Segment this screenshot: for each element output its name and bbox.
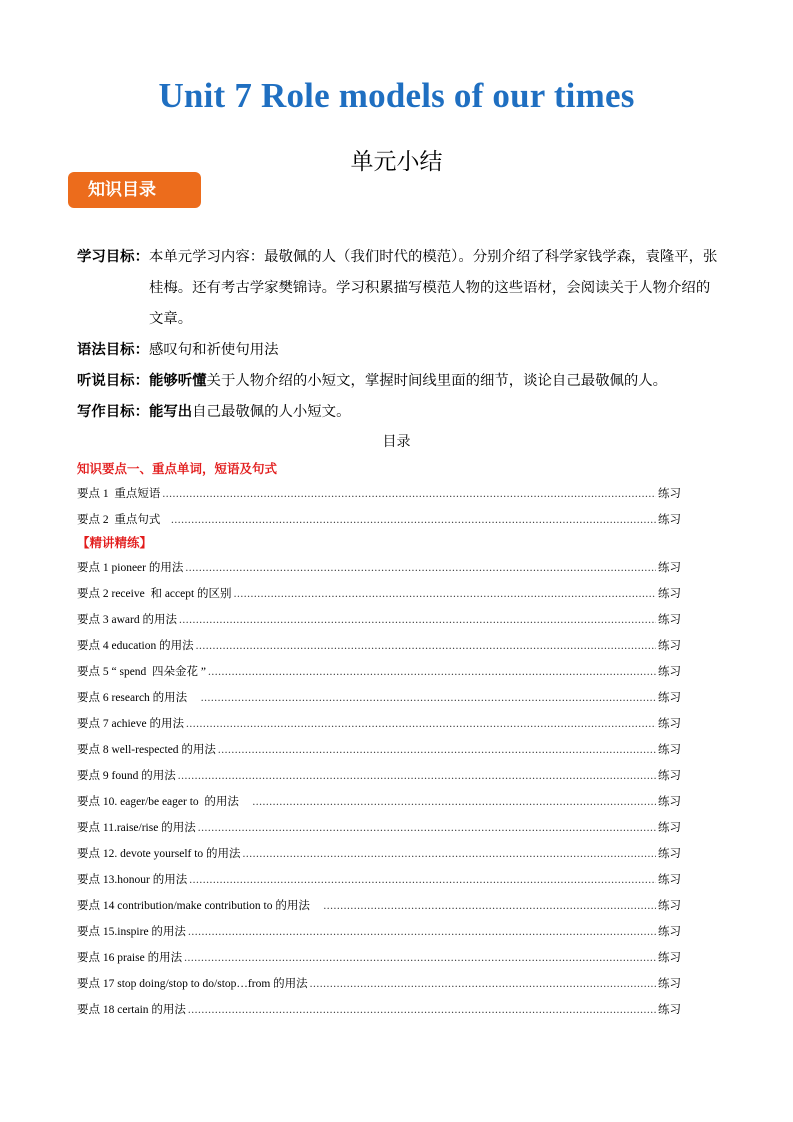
toc-leader-dots: [243, 841, 656, 867]
toc-entry-page: 练习: [658, 872, 681, 886]
toc-entry-page: 练习: [658, 976, 681, 990]
toc-section-heading[interactable]: 【精讲精练】: [77, 535, 153, 550]
toc-entry[interactable]: [77, 788, 681, 814]
toc-leader-dots: [188, 919, 656, 945]
toc-entry-label: 要点 5 “ spend 四朵金花 ”: [77, 666, 207, 678]
toc-leader-dots: [234, 581, 656, 607]
toc-entry-label: 要点 1 pioneer 的用法: [77, 562, 184, 574]
unit-subtitle: 单元小结: [350, 149, 443, 175]
toc-entry-label: 要点 6 research 的用法: [77, 692, 199, 704]
goal-text: 关于人物介绍的小短文，掌握时间线里面的细节，谈论自己最敬佩的人。: [206, 373, 668, 389]
goal-study: [77, 242, 722, 335]
goal-writing: [77, 397, 722, 428]
goal-text-wrap: [149, 366, 722, 397]
toc-entry[interactable]: [77, 762, 681, 788]
toc-entry-label: 要点 1 重点短语: [77, 488, 161, 500]
toc-entry[interactable]: [77, 710, 681, 736]
goal-label: 学习目标：: [77, 249, 149, 265]
toc-entry[interactable]: [77, 658, 681, 684]
toc-entry[interactable]: [77, 606, 681, 632]
learning-goals: [77, 242, 722, 428]
toc-entry-page: 练习: [658, 586, 681, 600]
toc-entry-label: 要点 18 certain 的用法: [77, 1004, 186, 1016]
toc-entry[interactable]: [77, 944, 681, 970]
toc-leader-dots: [171, 507, 656, 533]
unit-title: Unit 7 Role models of our times: [158, 76, 635, 115]
toc-entry-page: 练习: [658, 486, 681, 500]
goal-text-wrap: [149, 397, 722, 428]
toc-entry-label: 要点 12. devote yourself to 的用法: [77, 848, 241, 860]
toc-entry-page: 练习: [658, 1002, 681, 1016]
toc-entry-label: 要点 2 receive 和 accept 的区别: [77, 588, 232, 600]
toc-section-2-list: [77, 554, 681, 1022]
toc-leader-dots: [184, 945, 656, 971]
goal-strong: 能写出: [148, 404, 193, 420]
toc-entry[interactable]: [77, 866, 681, 892]
toc-entry-page: 练习: [658, 612, 681, 626]
goal-text: 自己最敬佩的人小短文。: [192, 404, 351, 420]
goal-grammar: [77, 335, 722, 366]
toc-leader-dots: [252, 789, 656, 815]
toc-leader-dots: [208, 659, 656, 685]
toc-entry-page: 练习: [658, 690, 681, 704]
toc-entry[interactable]: [77, 892, 681, 918]
toc-entry-label: 要点 7 achieve 的用法: [77, 718, 184, 730]
toc-entry-page: 练习: [658, 512, 681, 526]
toc-leader-dots: [323, 893, 656, 919]
toc-leader-dots: [185, 555, 656, 581]
toc-entry-label: 要点 3 award 的用法: [77, 614, 177, 626]
toc-leader-dots: [179, 607, 656, 633]
toc-entry-label: 要点 8 well-respected 的用法: [77, 744, 216, 756]
toc-entry-page: 练习: [658, 794, 681, 808]
toc-entry-label: 要点 17 stop doing/stop to do/stop…from 的用法: [77, 978, 308, 990]
toc-entry-label: 要点 2 重点句式: [77, 514, 169, 526]
toc-entry-page: 练习: [658, 924, 681, 938]
goal-text: 感叹句和祈使句用法: [148, 342, 279, 358]
goal-text: 本单元学习内容：最敬佩的人（我们时代的模范）。分别介绍了科学家钱学森，袁隆平，张桂梅。还有考古学家樊锦诗。学习积累描写模范人物的这些语材，会阅读关于人物介绍的文章。: [148, 249, 718, 327]
toc-entry-page: 练习: [658, 560, 681, 574]
toc-entry-page: 练习: [658, 742, 681, 756]
toc-entry-page: 练习: [658, 820, 681, 834]
toc-entry-label: 要点 4 education 的用法: [77, 640, 194, 652]
goal-listening-speaking: [77, 366, 722, 397]
toc-title: 目录: [382, 434, 411, 450]
toc-entry[interactable]: [77, 970, 681, 996]
toc-leader-dots: [162, 481, 656, 507]
toc-entry-page: 练习: [658, 664, 681, 678]
toc-entry-page: 练习: [658, 898, 681, 912]
toc-leader-dots: [201, 685, 656, 711]
toc-entry-page: 练习: [658, 950, 681, 964]
toc-entry-label: 要点 11.raise/rise 的用法: [77, 822, 196, 834]
toc-entry-label: 要点 13.honour 的用法: [77, 874, 188, 886]
toc-entry[interactable]: [77, 840, 681, 866]
toc-entry[interactable]: [77, 684, 681, 710]
toc-entry[interactable]: [77, 736, 681, 762]
toc-leader-dots: [186, 711, 656, 737]
toc-entry-label: 要点 15.inspire 的用法: [77, 926, 186, 938]
toc-entry-label: 要点 10. eager/be eager to 的用法: [77, 796, 251, 808]
toc-entry[interactable]: [77, 814, 681, 840]
goal-label: 听说目标：: [77, 373, 149, 389]
toc-section-heading[interactable]: 知识要点一、重点单词，短语及句式: [77, 461, 278, 476]
toc-leader-dots: [310, 971, 656, 997]
goal-label: 写作目标：: [77, 404, 149, 420]
toc-leader-dots: [189, 867, 656, 893]
toc-entry[interactable]: [77, 506, 681, 532]
toc-entry[interactable]: [77, 580, 681, 606]
toc-leader-dots: [196, 633, 656, 659]
toc-entry[interactable]: [77, 996, 681, 1022]
toc-entry-page: 练习: [658, 716, 681, 730]
toc-section-1-list: [77, 480, 681, 532]
toc-leader-dots: [188, 997, 656, 1023]
toc-leader-dots: [198, 815, 656, 841]
toc-entry-label: 要点 16 praise 的用法: [77, 952, 183, 964]
goal-strong: 能够听懂: [148, 373, 207, 389]
table-of-contents: [77, 458, 681, 1022]
toc-entry-page: 练习: [658, 768, 681, 782]
toc-entry-page: 练习: [658, 846, 681, 860]
toc-entry-page: 练习: [658, 638, 681, 652]
toc-leader-dots: [218, 737, 656, 763]
knowledge-catalog-badge: 知识目录: [68, 172, 192, 208]
toc-entry[interactable]: [77, 554, 681, 580]
goal-label: 语法目标：: [77, 342, 149, 358]
toc-entry-label: 要点 14 contribution/make contribution to 的用法: [77, 900, 322, 912]
toc-entry[interactable]: [77, 632, 681, 658]
toc-entry-label: 要点 9 found 的用法: [77, 770, 176, 782]
toc-entry[interactable]: [77, 918, 681, 944]
toc-leader-dots: [178, 763, 656, 789]
toc-entry[interactable]: [77, 480, 681, 506]
